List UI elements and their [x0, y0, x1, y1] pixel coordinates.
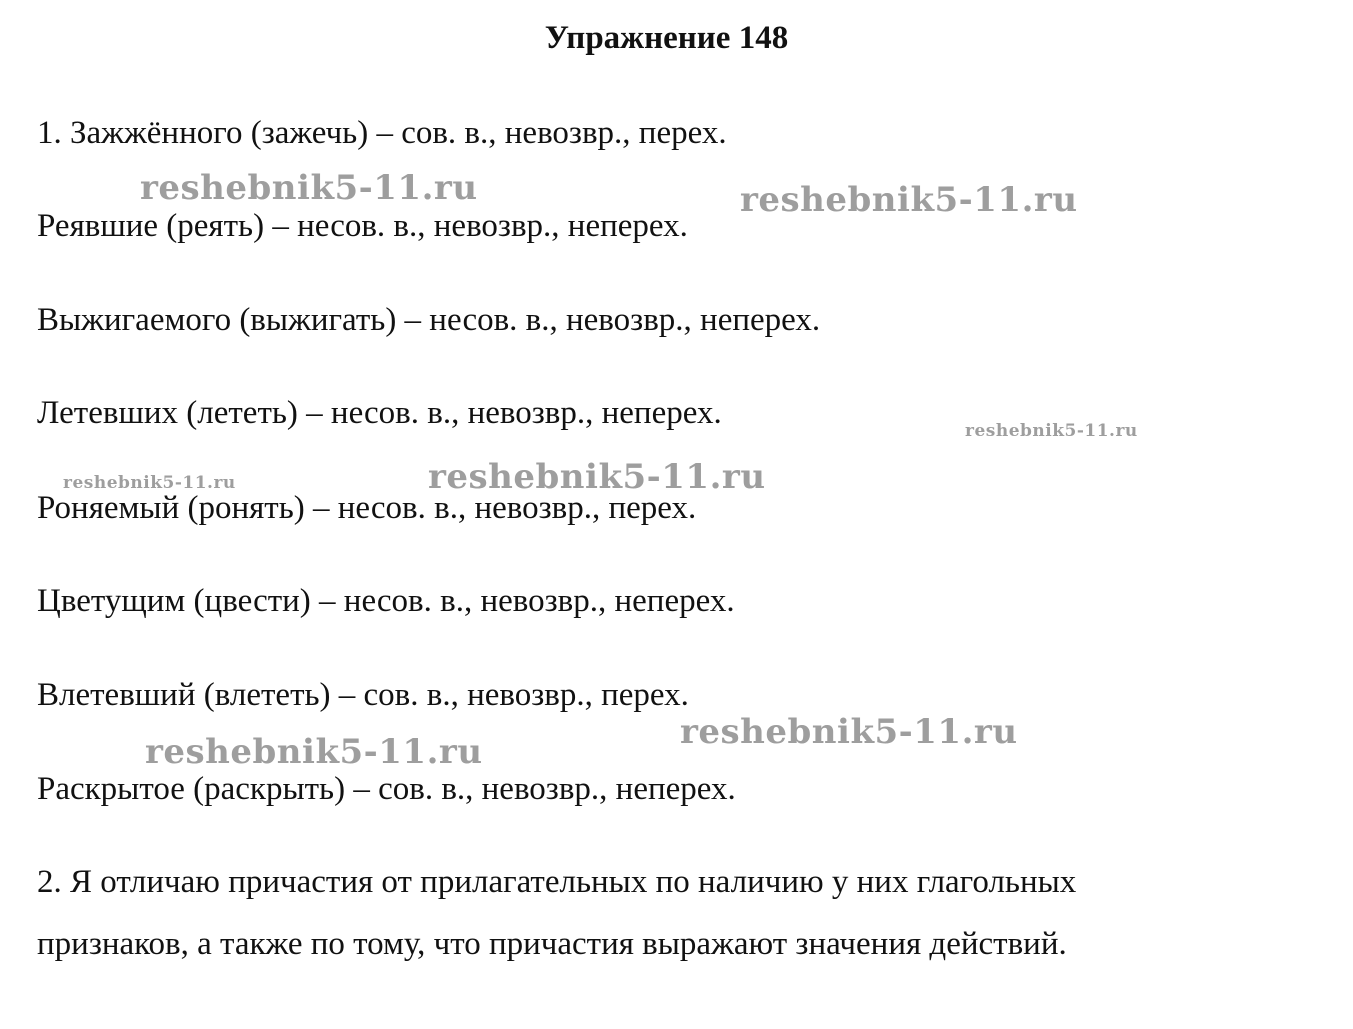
answer-line-5: Роняемый (ронять) – несов. в., невозвр., перех.	[37, 490, 697, 526]
answer-line-2: Реявшие (реять) – несов. в., невозвр., неперех.	[37, 208, 688, 244]
answer-line-8: Раскрытое (раскрыть) – сов. в., невозвр., неперех.	[37, 771, 736, 807]
watermark-logo: reshebnik5-11.ru	[145, 732, 483, 772]
exercise-title: Упражнение 148	[544, 20, 789, 56]
watermark-logo: reshebnik5-11.ru	[140, 168, 478, 208]
answer-line-4: Летевших (лететь) – несов. в., невозвр., неперех.	[37, 395, 722, 431]
watermark-logo: reshebnik5-11.ru	[740, 180, 1078, 220]
watermark-logo: reshebnik5-11.ru	[428, 457, 766, 497]
watermark-logo: reshebnik5-11.ru	[965, 421, 1138, 441]
watermark-logo: reshebnik5-11.ru	[63, 473, 236, 493]
answer2-line-1: 2. Я отличаю причастия от прилагательных по наличию у них глагольных	[37, 864, 1077, 900]
answer-line-3: Выжигаемого (выжигать) – несов. в., невозвр., неперех.	[37, 302, 821, 338]
answer-line-7: Влетевший (влететь) – сов. в., невозвр., перех.	[37, 677, 689, 713]
answer-line-1: 1. Зажжённого (зажечь) – сов. в., невозвр., перех.	[37, 115, 727, 151]
answer2-line-2: признаков, а также по тому, что причастия выражают значения действий.	[37, 926, 1067, 962]
watermark-logo: reshebnik5-11.ru	[680, 712, 1018, 752]
answer-line-6: Цветущим (цвести) – несов. в., невозвр., неперех.	[37, 583, 735, 619]
